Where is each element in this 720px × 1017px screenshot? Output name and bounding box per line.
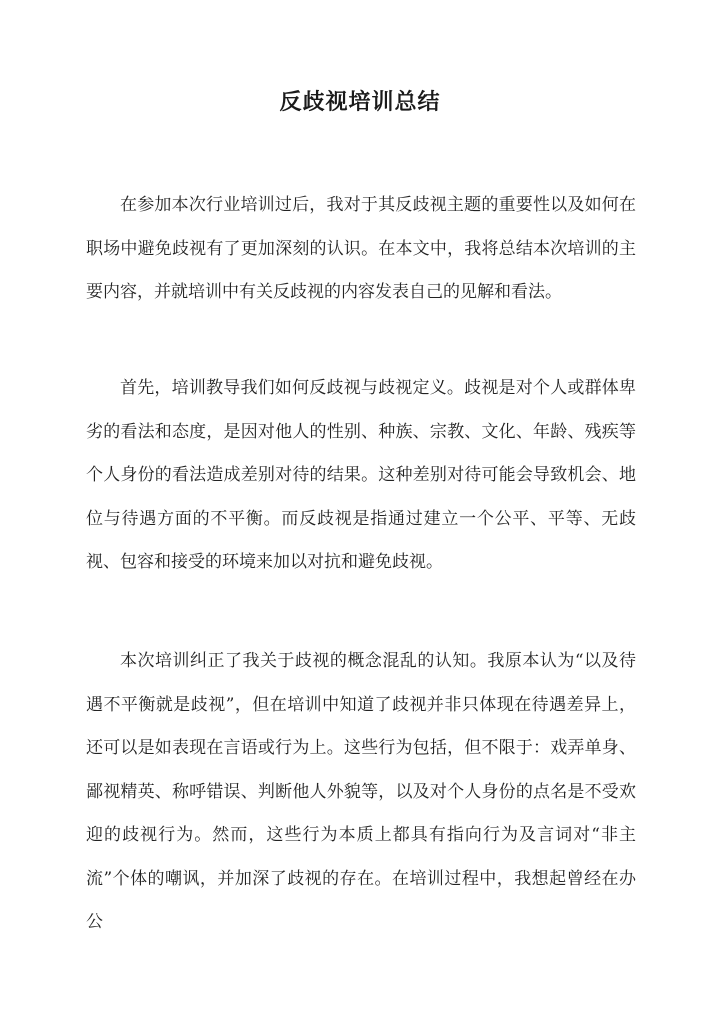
paragraph-reflection: 本次培训纠正了我关于歧视的概念混乱的认知。我原本认为“以及待遇不平衡就是歧视”，但在培训中知道了歧视并非只体现在待遇差异上，还可以是如表现在言语或行为上。这些行为包括，但不限于：戏弄单身、鄙视精英、称呼错误、判断他人外貌等，以及对个人身份的点名是不受欢迎的歧视行为。然而，这些行为本质上都具有指向行为及言词对“非主流”个体的嘲讽，并加深了歧视的存在。在培训过程中，我想起曾经在办公 xyxy=(86,651,636,932)
paragraph-intro: 在参加本次行业培训过后，我对于其反歧视主题的重要性以及如何在职场中避免歧视有了更加深刻的认识。在本文中，我将总结本次培训的主要内容，并就培训中有关反歧视的内容发表自己的见解和看法。 xyxy=(86,195,636,302)
paragraph-definition: 首先，培训教导我们如何反歧视与歧视定义。歧视是对个人或群体卑劣的看法和态度，是因对他人的性别、种族、宗教、文化、年龄、残疾等个人身份的看法造成差别对待的结果。这种差别对待可能会导致机会、地位与待遇方面的不平衡。而反歧视是指通过建立一个公平、平等、无歧视、包容和接受的环境来加以对抗和避免歧视。 xyxy=(86,378,636,572)
document-title: 反歧视培训总结 xyxy=(279,89,441,115)
